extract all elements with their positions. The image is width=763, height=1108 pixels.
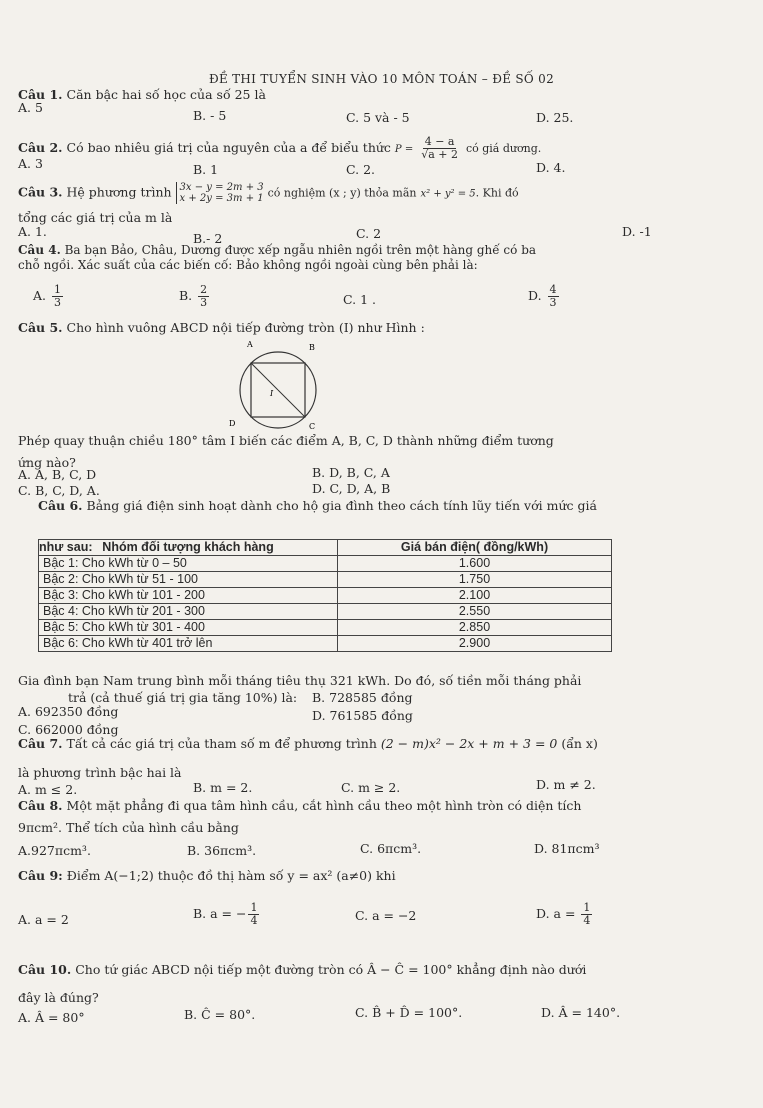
square-in-circle-figure <box>223 338 333 433</box>
q8-line2: 9πcm². Thể tích của hình cầu bằng <box>18 820 239 835</box>
q6-option-b: B. 728585 đồng <box>312 690 413 705</box>
price-cell: 1.600 <box>338 556 612 572</box>
tier-cell: Bậc 2: Cho kWh từ 51 - 100 <box>39 572 338 588</box>
q4-option-b: B. $\frac{2}{3}$ <box>179 283 208 309</box>
tier-cell: Bậc 5: Cho kWh từ 301 - 400 <box>39 620 338 636</box>
price-cell: 2.550 <box>338 604 612 620</box>
q10-option-c: C. B̂ + D̂ = 100°. <box>355 1005 463 1020</box>
exam-title: ĐỀ THI TUYỂN SINH VÀO 10 MÔN TOÁN – ĐỀ SỐ 02 <box>208 72 555 86</box>
q3-option-c: C. 2 <box>356 226 382 241</box>
q10-option-d: D. Â = 140°. <box>541 1005 621 1020</box>
q6-continuation: như sau: <box>39 540 97 554</box>
q2-option-a: A. 3 <box>18 156 43 171</box>
q6-after-line1: Gia đình bạn Nam trung bình mỗi tháng tiêu thụ 321 kWh. Do đó, số tiền mỗi tháng phải <box>18 673 582 688</box>
question-7: Câu 7. Tất cả các giá trị của tham số m để phương trình (2 − m)x² − 2x + m + 3 = 0 (ẩn x) <box>18 736 598 751</box>
q9-option-c: C. a = −2 <box>355 908 417 923</box>
label-i: I <box>270 389 274 398</box>
q5-option-b: B. D, B, C, A <box>312 465 390 480</box>
tier-cell: Bậc 6: Cho kWh từ 401 trở lên <box>39 636 338 652</box>
q3-system: 3x − y = 2m + 3 x + 2y = 3m + 1 <box>176 182 264 204</box>
q8-option-b: B. 36πcm³. <box>187 843 257 858</box>
table-header: Giá bán điện( đồng/kWh) <box>338 540 612 556</box>
q7-option-c: C. m ≥ 2. <box>341 780 401 795</box>
table-row <box>39 572 612 588</box>
q6-after-line2: trả (cả thuế giá trị gia tăng 10%) là: <box>68 690 298 705</box>
q2-option-d: D. 4. <box>536 160 566 175</box>
q6-option-d: D. 761585 đồng <box>312 708 413 723</box>
q1-option-a: A. 5 <box>18 100 43 115</box>
tier-cell: Bậc 3: Cho kWh từ 101 - 200 <box>39 588 338 604</box>
q5-line3: ứng nào? <box>18 455 76 470</box>
q8-option-c: C. 6πcm³. <box>360 841 422 856</box>
q7-option-b: B. m = 2. <box>193 780 253 795</box>
q3-option-b: B.- 2 <box>193 231 223 246</box>
q5-option-d: D. C, D, A, B <box>312 481 391 496</box>
question-4: Câu 4. Ba bạn Bảo, Châu, Dương được xếp ngẫu nhiên ngồi trên một hàng ghế có ba <box>18 243 537 257</box>
q7-option-d: D. m ≠ 2. <box>536 777 596 792</box>
tier-cell: Bậc 1: Cho kWh từ 0 – 50 <box>39 556 338 572</box>
q9-option-d: D. a = $\frac{1}{4}$ <box>536 901 591 927</box>
q8-option-a: A.927πcm³. <box>18 843 91 858</box>
q6-option-c: C. 662000 đồng <box>18 722 119 737</box>
q1-option-d: D. 25. <box>536 110 574 125</box>
price-cell: 1.750 <box>338 572 612 588</box>
table-row <box>39 604 612 620</box>
question-3: Câu 3. Hệ phương trình 3x − y = 2m + 3 x + 2y = 3m + 1 có nghiệm (x ; y) thỏa mãn x² + y² = 5. Khi đó <box>18 182 519 204</box>
q2-option-b: B. 1 <box>193 162 219 177</box>
q7-line2: là phương trình bậc hai là <box>18 765 182 780</box>
q5-option-a: A. A, B, C, D <box>18 467 97 482</box>
question-8: Câu 8. Một mặt phẳng đi qua tâm hình cầu, cắt hình cầu theo một hình tròn có diện tích <box>18 798 582 813</box>
table-row <box>39 588 612 604</box>
tier-cell: Bậc 4: Cho kWh từ 201 - 300 <box>39 604 338 620</box>
electricity-price-table <box>38 539 612 652</box>
price-cell: 2.900 <box>338 636 612 652</box>
label-c: C <box>309 422 316 431</box>
table-header: Nhóm đối tượng khách hàng <box>39 540 338 556</box>
q4-option-d: D. $\frac{4}{3}$ <box>528 283 557 309</box>
question-2: Câu 2. Có bao nhiêu giá trị của nguyên của a để biểu thức P = $\frac{4 - a}{√a + 2}$ có giá dương. <box>18 135 542 161</box>
table-row <box>39 636 612 652</box>
q9-option-a: A. a = 2 <box>18 912 69 927</box>
q4-option-a: A. $\frac{1}{3}$ <box>33 283 61 309</box>
q3-option-a: A. 1. <box>18 224 47 239</box>
q1-option-b: B. - 5 <box>193 108 227 123</box>
price-cell: 2.850 <box>338 620 612 636</box>
q10-option-b: B. Ĉ = 80°. <box>184 1007 256 1022</box>
table-row <box>39 556 612 572</box>
q2-option-c: C. 2. <box>346 162 375 177</box>
q10-line2: đây là đúng? <box>18 990 99 1005</box>
q4-option-c: C. 1 . <box>343 292 376 307</box>
label-d: D <box>229 419 236 428</box>
label-b: B <box>309 343 315 352</box>
q1-option-c: C. 5 và - 5 <box>346 110 410 125</box>
price-cell: 2.100 <box>338 588 612 604</box>
q8-option-d: D. 81πcm³ <box>534 841 600 856</box>
question-10: Câu 10. Cho tứ giác ABCD nội tiếp một đường tròn có Â − Ĉ = 100° khẳng định nào dưới <box>18 962 587 977</box>
question-9: Câu 9: Điểm A(−1;2) thuộc đồ thị hàm số y = ax² (a≠0) khi <box>18 868 396 883</box>
q4-line2: chỗ ngồi. Xác suất của các biến cố: Bảo không ngồi ngoài cùng bên phải là: <box>18 258 478 272</box>
q3-line2: tổng các giá trị của m là <box>18 210 173 225</box>
q10-option-a: A. Â = 80° <box>18 1010 85 1025</box>
question-1: Câu 1. Căn bậc hai số học của số 25 là <box>18 87 266 102</box>
segment-ai <box>251 363 278 390</box>
q7-option-a: A. m ≤ 2. <box>18 782 78 797</box>
q9-option-b: B. a = − $\frac{1}{4}$ <box>193 901 258 927</box>
question-6: Câu 6. Bảng giá điện sinh hoạt dành cho hộ gia đình theo cách tính lũy tiến với mức giá <box>38 498 597 513</box>
q5-option-c: C. B, C, D, A. <box>18 483 100 498</box>
q5-line2: Phép quay thuận chiều 180° tâm I biến các điểm A, B, C, D thành những điểm tương <box>18 433 554 448</box>
q6-option-a: A. 692350 đồng <box>18 704 119 719</box>
q2-fraction: $\frac{4 - a}{√a + 2}$ <box>421 135 458 161</box>
question-5: Câu 5. Cho hình vuông ABCD nội tiếp đường tròn (I) như Hình : <box>18 320 425 335</box>
table-row <box>39 620 612 636</box>
table-header-row <box>39 540 612 556</box>
q3-option-d: D. -1 <box>622 224 652 239</box>
segment-ic <box>278 390 305 417</box>
label-a: A <box>247 340 253 349</box>
